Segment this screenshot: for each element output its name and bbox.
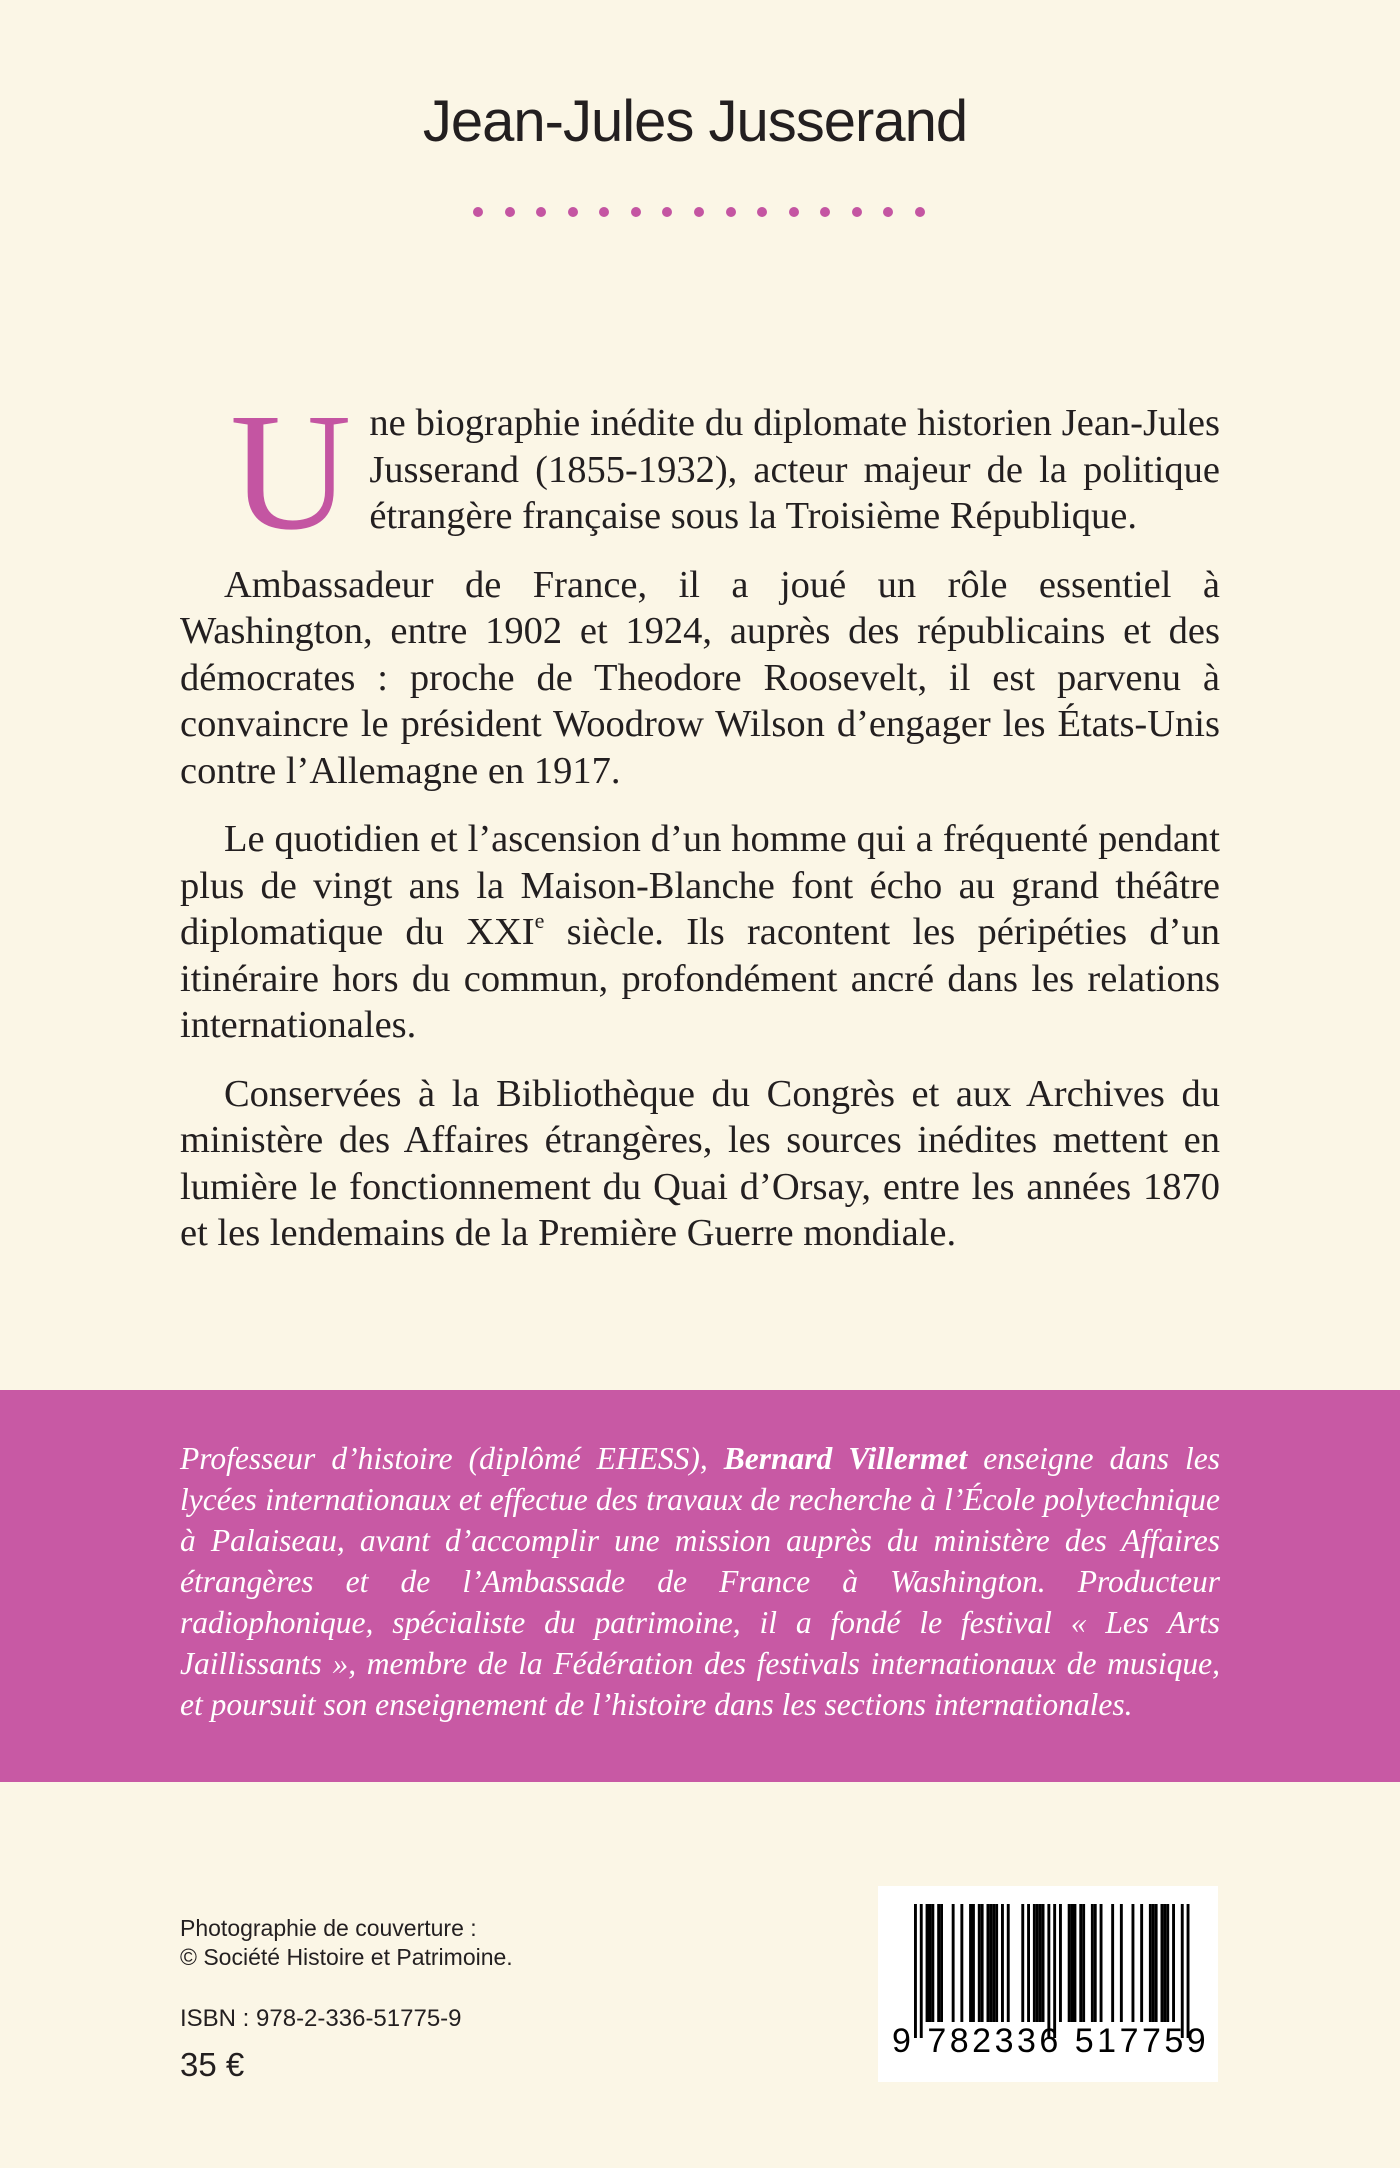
barcode-bar (1071, 1904, 1074, 2022)
decorative-dot (505, 207, 515, 217)
decorative-dot (662, 207, 672, 217)
barcode-bar (1068, 1904, 1071, 2022)
barcode-bar (937, 1904, 940, 2022)
barcode-bar (1111, 1904, 1114, 2022)
barcode-bar (920, 1904, 923, 2038)
barcode-bar (1021, 1904, 1024, 2022)
barcode-bar (1152, 1904, 1155, 2022)
decorative-dot (536, 207, 546, 217)
barcode-bar (931, 1904, 934, 2022)
barcode-bar (1172, 1904, 1175, 2022)
blurb (180, 379, 1220, 1279)
decorative-dot (694, 207, 704, 217)
paragraph-daily-life-end: siècle. Ils racontent les péripéties d’un itinéraire hors du commun, profondément ancré dans les relations internationales. (180, 911, 1220, 1046)
barcode-bar (1161, 1904, 1164, 2022)
author-bio-band (0, 1390, 1400, 1782)
barcode-bar (981, 1904, 984, 2022)
barcode-bar (1027, 1904, 1030, 2022)
paragraph-sources: Conservées à la Bibliothèque du Congrès et aux Archives du ministère des Affaires étrangères, les sources inédites mettent en lumière le fonctionnement du Quai d’Orsay, entre les années 1870 et les lendemains de la Première Guerre mondiale. (180, 1072, 1220, 1254)
barcode-bar (1007, 1904, 1010, 2022)
barcode-bar (1059, 1904, 1062, 2022)
barcode-bar (992, 1904, 995, 2022)
barcode-bar (1181, 1904, 1184, 2038)
century-superscript: e (534, 908, 545, 933)
author-name: Bernard Villermet (723, 1441, 968, 1476)
barcode-bar (987, 1904, 990, 2022)
barcode-bar (972, 1904, 975, 2022)
author-bio (180, 1438, 1220, 1725)
barcode-bar (995, 1904, 998, 2022)
barcode-bar (1039, 1904, 1042, 2022)
barcode-bar (940, 1904, 943, 2022)
barcode-bar (914, 1904, 917, 2038)
drop-cap: U (230, 379, 352, 565)
barcode-bar (1033, 1904, 1036, 2022)
isbn: ISBN : 978-2-336-51775-9 (180, 2005, 462, 2032)
decorative-dot (883, 207, 893, 217)
barcode-bar (1079, 1904, 1082, 2022)
book-title: Jean-Jules Jusserand (422, 89, 968, 154)
barcode-bar (1047, 1904, 1050, 2038)
decorative-dot-row (473, 205, 925, 219)
barcode-bar (1091, 1904, 1094, 2022)
bio-body: enseigne dans les lycées internationaux et effectue des travaux de recherche à l’École polytechnique à Palaiseau, avant d’accomplir une mission auprès du ministère des Affaires étrangères et de l’Ambassade de France à Washington. Producteur radiophonique, spécialiste du patrimoine, il a fondé le festival « Les Arts Jaillissants », membre de la Fédération des festivals internationaux de musique, et poursuit son enseignement de l’histoire dans les sections internationales. (180, 1441, 1220, 1722)
barcode-bar (952, 1904, 955, 2022)
barcode-bar (1001, 1904, 1004, 2022)
photo-credit-owner: © Société Histoire et Patrimoine. (180, 1944, 513, 1970)
photo-credits (180, 1914, 513, 1972)
intro-text: ne biographie inédite du diplomate historien Jean-Jules Jusserand (1855-1932), acteur majeur de la politique étrangère française sous la Troisième République. (369, 402, 1220, 537)
barcode-bar (1120, 1904, 1123, 2022)
decorative-dot (852, 207, 862, 217)
barcode-bar (1036, 1904, 1039, 2022)
barcode-bar (1082, 1904, 1085, 2022)
barcode-bar (926, 1904, 929, 2022)
decorative-dot (473, 207, 483, 217)
barcode-bar (989, 1904, 992, 2022)
decorative-dot (726, 207, 736, 217)
bio-intro: Professeur d’histoire (diplômé EHESS), (180, 1441, 724, 1476)
barcode-bar (1094, 1904, 1097, 2022)
paragraph-daily-life (180, 816, 1220, 1049)
paragraph-daily-life-text: Le quotidien et l’ascension d’un homme qui a fréquenté pendant plus de vingt ans la Maison-Blanche font écho au grand théâtre diplomatique du XXI (180, 818, 1220, 953)
decorative-dot (631, 207, 641, 217)
decorative-dot (568, 207, 578, 217)
barcode-bar (960, 1904, 963, 2022)
price: 35 € (180, 2046, 245, 2083)
intro-paragraph (180, 379, 1220, 565)
barcode-bar (1132, 1904, 1135, 2022)
barcode-bar (1140, 1904, 1143, 2022)
barcode-bar (1155, 1904, 1158, 2022)
barcode-bar (1149, 1904, 1152, 2022)
barcode-bar (1042, 1904, 1045, 2022)
barcode-bar (1163, 1904, 1166, 2022)
photo-credit-label: Photographie de couverture : (180, 1915, 477, 1941)
barcode-bar (1053, 1904, 1056, 2038)
decorative-dot (820, 207, 830, 217)
decorative-dot (915, 207, 925, 217)
paragraph-ambassador: Ambassadeur de France, il a joué un rôle essentiel à Washington, entre 1902 et 1924, auprès des républicains et des démocrates : proche de Theodore Roosevelt, il est parvenu à convaincre le président Woodrow Wilson d’engager les États-Unis contre l’Allemagne en 1917. (180, 563, 1220, 792)
barcode-bar (1074, 1904, 1077, 2022)
decorative-dot (599, 207, 609, 217)
barcode-bar (978, 1904, 981, 2022)
barcode-bar (1166, 1904, 1169, 2022)
barcode-bar (969, 1904, 972, 2022)
barcode-digits: 9 782336 517759 (892, 2022, 1210, 2060)
barcode (878, 1886, 1218, 2082)
decorative-dot (789, 207, 799, 217)
barcode-bar (1187, 1904, 1190, 2038)
decorative-dot (757, 207, 767, 217)
barcode-bar (929, 1904, 932, 2022)
barcode-bar (1100, 1904, 1103, 2022)
